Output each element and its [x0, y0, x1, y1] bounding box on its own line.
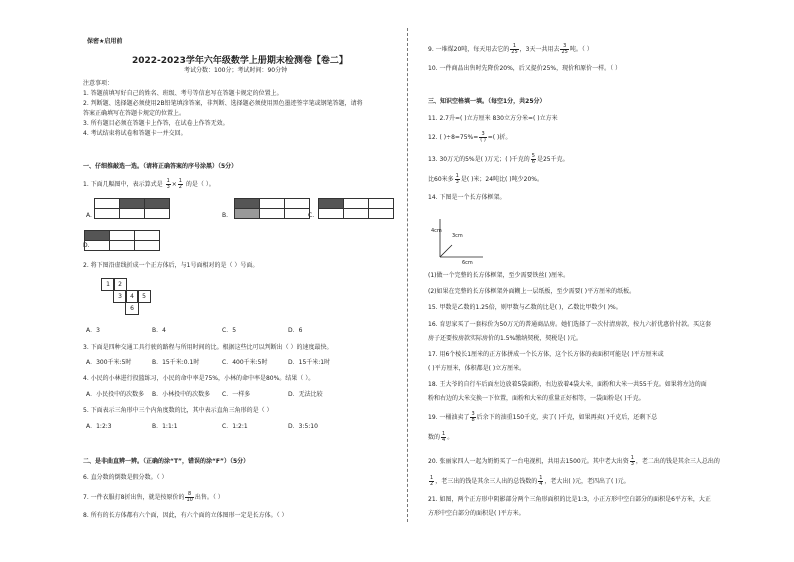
q3-option-a[interactable]: A．300千米:5时: [86, 359, 132, 366]
section1-heading: 一、仔细推敲选一选。（请将正确答案的序号涂黑）（5分）: [83, 163, 238, 170]
net-face-6: 6: [125, 302, 139, 315]
label-3cm: 3cm: [452, 233, 463, 239]
question-2: 2. 将下图沿虚线折成一个正方体后，与1号面相对的是（ ）号面。: [83, 262, 259, 269]
exam-meta: 考试分数：100分；考试时间：90分钟: [184, 67, 288, 74]
question-17b: ( )平方厘米，体积都是( )立方厘米。: [428, 365, 526, 372]
q5-option-b[interactable]: B．1:1:1: [152, 423, 178, 430]
net-face-3: 3: [113, 290, 127, 303]
question-18b: 粉和右边的大米交换一下位置，面粉和大米的重量正好相等，一袋面粉是( )千克。: [428, 395, 645, 402]
question-19b: 数的 $\frac{1}{4}$ 。: [428, 431, 454, 443]
question-15: 15. 甲数是乙数的1.25倍，则甲数与乙数的比是( )，乙数比甲数少( )%。: [428, 304, 622, 311]
fraction: $\frac{8}{10}$: [186, 491, 193, 503]
q4-option-c[interactable]: C．一样多: [222, 391, 251, 398]
q4-option-a[interactable]: A．小民投中的次数多: [86, 391, 145, 398]
question-14b: (2)如果在完整的长方体框架外面糊上一层纸板，至少需要( )平方厘米的纸板。: [428, 288, 636, 295]
question-14: 14. 下图是一个长方体框架。: [428, 194, 506, 201]
question-19: 19. 一桶油卖了 $\frac{3}{8}$ 后余下的油重150千克，卖了( )千克，如果再卖( )千克后，还剩下总: [428, 411, 658, 423]
fraction: $\frac{1}{2}$: [430, 475, 434, 487]
fraction: $\frac{1}{3}$: [455, 173, 459, 185]
fraction: $\frac{1}{25}$: [511, 43, 518, 55]
question-20a: 20. 张丽家四人一起为奶奶买了一台电视机，共用去1500元。其中老大出资 $\frac{1}{3}$ ，老二出的钱是其余三人总出的: [428, 455, 720, 467]
question-16b: 房子还要按房款实际房价的1.5%缴纳契税，契税是( )元。: [428, 335, 582, 342]
net-face-2: 2: [113, 278, 127, 291]
net-face-1: 1: [101, 278, 115, 291]
q5-option-c[interactable]: C．1:2:1: [222, 423, 248, 430]
note-item: 3. 所有题目必须在答题卡上作答，在试卷上作答无效。: [83, 120, 229, 127]
question-6: 6. 直分数的倒数是假分数。（ ）: [83, 474, 168, 481]
note-item: 答案正确填写在答题卡规定的位置上。: [83, 110, 186, 117]
fraction: $\frac{1}{4}$: [539, 475, 543, 487]
question-18a: 18. 王大爷的自行车后面左边放着5袋面粉，右边放着4袋大米，面粉和大米一共55千克。如果将左边的面: [428, 381, 707, 388]
question-3: 3. 下面是四种交通工具行驶的路程与所用时间的比。根据这些比可以判断出（ ）的速度最快。: [83, 344, 333, 351]
q1-option-d-label: D.: [83, 242, 90, 249]
fraction: $\frac{1}{4}$: [442, 431, 446, 443]
fraction: $\frac{1}{3}$: [630, 455, 634, 467]
net-face-4: 4: [125, 290, 139, 303]
q4-option-b[interactable]: B．小林投中的次数多: [152, 391, 211, 398]
q1-option-d-figure[interactable]: [84, 230, 160, 251]
q1-option-a-figure[interactable]: [94, 198, 170, 219]
cuboid-frame-figure: [428, 205, 508, 267]
fraction: $\frac{1}{2}$: [178, 178, 182, 190]
q2-option-a[interactable]: A．3: [86, 327, 100, 334]
q1-option-b-label: B.: [222, 212, 229, 219]
q1-option-b-figure[interactable]: [234, 198, 310, 219]
fraction: $\frac{3}{25}$: [561, 43, 568, 55]
fraction: $\frac{3}{( )}$: [480, 131, 486, 143]
q5-option-a[interactable]: A．1:2:3: [86, 423, 112, 430]
column-divider: [407, 28, 408, 522]
fraction: $\frac{1}{3}$: [166, 178, 170, 190]
question-10: 10. 一件商品出售时先降价20%，后又提价25%，现价和原价一样。（ ）: [428, 65, 622, 72]
fraction: $\frac{5}{6}$: [531, 153, 535, 165]
question-16a: 16. 育思家买了一套标价为50万元的普通商品房。她们选择了一次付清房款，按九六折优惠价付款。买这套: [428, 321, 712, 328]
label-4cm: 4cm: [431, 228, 442, 234]
question-17a: 17. 用6个棱长1厘米的正方体拼成一个长方体，这个长方体的表面积可能是( )平方厘米或: [428, 351, 664, 358]
exam-title: 2022-2023学年六年级数学上册期末检测卷【卷二】: [132, 56, 348, 66]
question-13: 13. 30万元的5%是( )万元；( )千克的 $\frac{5}{6}$ 是25千克。: [428, 153, 569, 165]
question-9: 9. 一堆煤20吨，每天用去它的 $\frac{1}{25}$ ，3天一共用去 $\frac{3}{25}$ 吨。（ ）: [428, 43, 593, 55]
section2-heading: 二、是非曲直辨一辨。（正确的涂“T”，错误的涂“F”）（5分）: [83, 458, 250, 465]
question-12: 12. ( )÷8=75%= $\frac{3}{( )}$ =( )折。: [428, 131, 512, 143]
net-face-5: 5: [137, 290, 151, 303]
q2-option-b[interactable]: B．4: [152, 327, 166, 334]
question-13b: 比60米多 $\frac{1}{3}$ 是( )米；24吨比( )吨少20%。: [428, 173, 543, 185]
question-20b: $\frac{1}{2}$ ，老三出的钱是其余三人出的总钱数的 $\frac{1}{4}$ ，老大出( )元，老四出了( )元。: [430, 475, 630, 487]
question-7: 7. 一件衣服打8折出售，就是按原价的 $\frac{8}{10}$ 出售。（ ）: [83, 491, 224, 503]
label-6cm: 6cm: [462, 260, 473, 266]
q3-option-b[interactable]: B．15千米:0.1时: [152, 359, 200, 366]
q1-option-c-label: C.: [308, 212, 315, 219]
q2-option-c[interactable]: C．5: [222, 327, 237, 334]
question-1: 1. 下面几幅图中，表示算式是 $\frac{1}{3}$ × $\frac{1}{2}$ 的是（ ）。: [83, 178, 215, 190]
question-21b: 方形中空白部分的面积是( )平方米。: [428, 510, 525, 517]
question-11: 11. 2.7升=( )立方厘米 830立方分米=( )立方米: [428, 115, 558, 122]
note-item: 2. 判断题、选择题必须使用2B铅笔填涂答案，非判断、选择题必须使用黑色墨迹签字笔或钢笔答题，请将: [83, 100, 363, 107]
secret-label: 保密★启用前: [87, 38, 123, 45]
note-item: 1. 答题前填写好自己的姓名、班级、考号等信息写在答题卡规定的位置上。: [83, 90, 283, 97]
question-8: 8. 所有的长方体都有六个面，因此，有六个面的立体图形一定是长方体。（ ）: [83, 512, 288, 519]
q3-option-c[interactable]: C．400千米:5时: [222, 359, 268, 366]
q5-option-d[interactable]: D．3:5:10: [288, 423, 318, 430]
fraction: $\frac{3}{8}$: [471, 411, 475, 423]
question-14a: (1)做一个完整的长方体框架，至少需要铁丝( )厘米。: [428, 272, 570, 279]
question-21a: 21. 如图，两个正方形中阴影部分两个三角形面积的比是1:3，小正方形中空白部分的面积是6平方米，大正: [428, 496, 711, 503]
question-5: 5. 下面表示三角形中三个内角度数的比，其中表示直角三角形的是（ ）: [83, 407, 273, 414]
q1-option-c-figure[interactable]: [318, 198, 394, 219]
section3-heading: 三、知识空格填一填。（每空1分，共25分）: [428, 98, 546, 105]
q1-option-a-label: A.: [86, 212, 92, 219]
question-4: 4. 小民的小林进行投篮练习，小民的命中率是75%，小林的命中率是80%。结果（ ）。: [83, 375, 315, 382]
q3-option-d[interactable]: D．15千米:1时: [288, 359, 331, 366]
q4-option-d[interactable]: D．无法比较: [288, 391, 323, 398]
q2-option-d[interactable]: D．6: [288, 327, 303, 334]
note-item: 4. 考试结束将试卷和答题卡一并交回。: [83, 130, 187, 137]
notes-heading: 注意事项：: [83, 80, 114, 87]
